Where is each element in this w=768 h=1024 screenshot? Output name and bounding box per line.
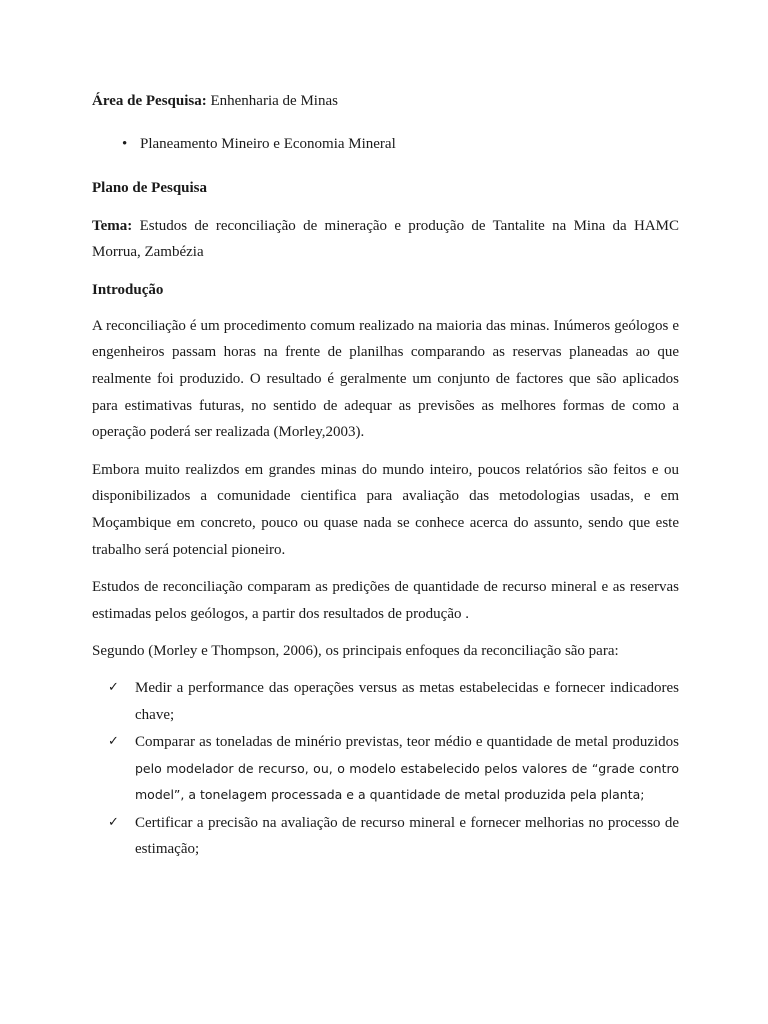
paragraph-1: A reconciliação é um procedimento comum realizado na maioria das minas. Inúmeros geólogos e engenheiros passam horas na frente de planilhas comparando as reservas planeadas ao que realmente foi produzido. O resultado é geralmente um conjunto de factores que são aplicados para estimativas futuras, no sentido de adequar as previsões as melhores formas de como a operação poderá ser realizada (Morley,2003). bbox=[92, 317, 679, 441]
tema-paragraph bbox=[92, 213, 679, 266]
checkmark-icon: ✓ bbox=[108, 734, 119, 750]
area-de-pesquisa bbox=[92, 88, 679, 115]
list-item-text-continued: pelo modelador de recurso, ou, o modelo estabelecido pelos valores de “grade contro model”, a tonelagem processada e a quantidade de metal produzida pela planta; bbox=[135, 760, 679, 803]
paragraph-2: Embora muito realizdos em grandes minas do mundo inteiro, poucos relatórios são feitos e ou disponibilizados a comunidade cientifica para avaliação das metodologias usadas, e em Moçambique em concreto, pouco ou quase nada se conhece acerca do assunto, sendo que este trabalho será potencial pioneiro. bbox=[92, 461, 679, 558]
reconciliation-goals-list bbox=[92, 675, 679, 863]
checkmark-icon: ✓ bbox=[108, 679, 119, 695]
introducao-heading: Introdução bbox=[92, 281, 164, 298]
list-item-text: Comparar as toneladas de minério previstas, teor médio e quantidade de metal produzidos bbox=[135, 734, 679, 751]
list-item-text: Planeamento Mineiro e Economia Mineral bbox=[140, 135, 396, 152]
area-items-list bbox=[92, 131, 679, 157]
list-item bbox=[92, 675, 679, 728]
paragraph-3: Estudos de reconciliação comparam as predições de quantidade de recurso mineral e as reservas estimadas pelos geólogos, a partir dos resultados de produção . bbox=[92, 579, 679, 622]
tema-value: Estudos de reconciliação de mineração e produção de Tantalite na Mina da HAMC Morrua, Zambézia bbox=[92, 217, 680, 261]
area-value: Enhenharia de Minas bbox=[210, 93, 338, 109]
document-page bbox=[92, 88, 679, 864]
bullet-icon: • bbox=[122, 135, 128, 152]
list-item-text: Medir a performance das operações versus as metas estabelecidas e fornecer indicadores chave; bbox=[135, 679, 679, 723]
area-label: Área de Pesquisa: bbox=[92, 93, 207, 109]
list-item bbox=[92, 131, 679, 157]
list-item-text: Certificar a precisão na avaliação de recurso mineral e fornecer melhorias no processo de estimação; bbox=[135, 814, 679, 858]
list-item bbox=[92, 810, 679, 863]
list-item bbox=[92, 729, 679, 809]
paragraph-4: Segundo (Morley e Thompson, 2006), os principais enfoques da reconciliação são para: bbox=[92, 643, 619, 660]
tema-label: Tema: bbox=[92, 217, 133, 234]
plano-heading: Plano de Pesquisa bbox=[92, 179, 208, 196]
checkmark-icon: ✓ bbox=[108, 814, 119, 830]
